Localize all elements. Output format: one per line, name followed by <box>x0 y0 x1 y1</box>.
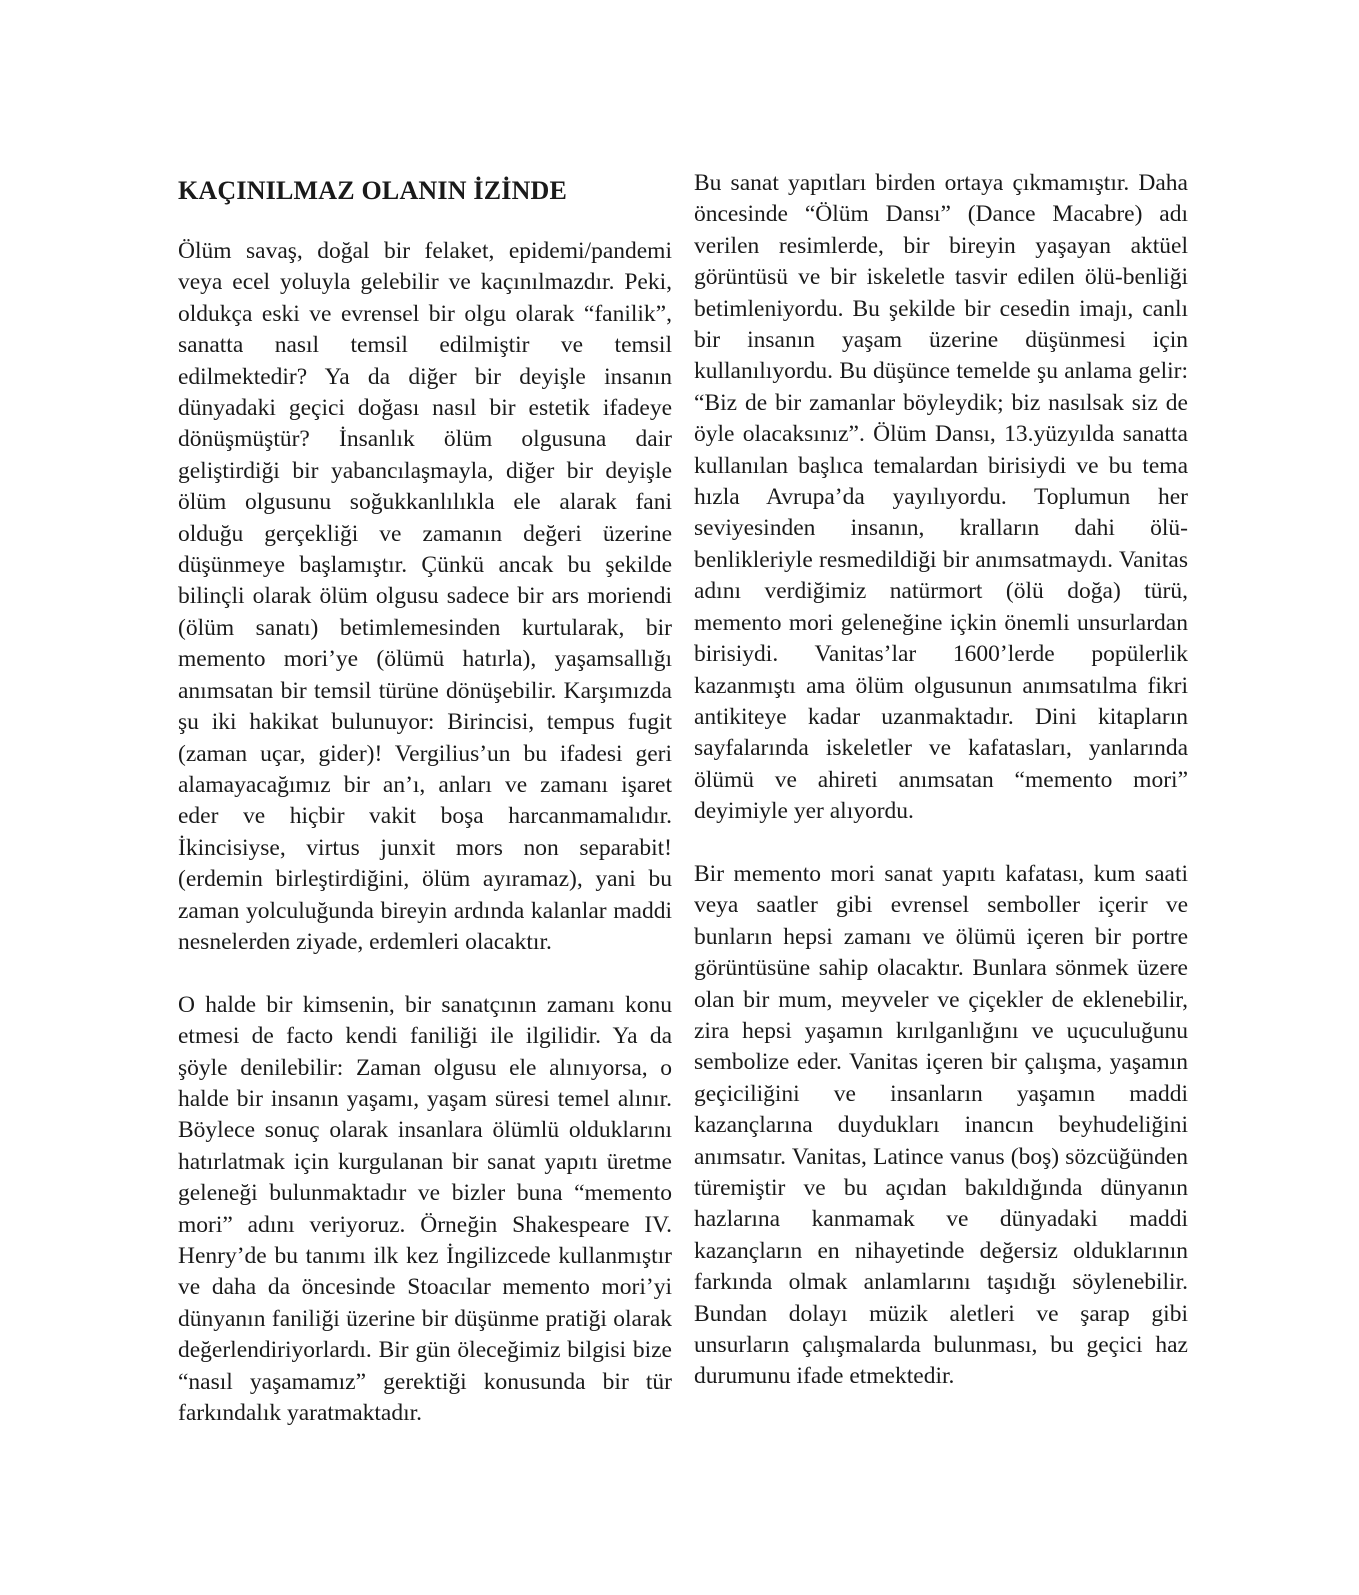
right-paragraph-1: Bu sanat yapıtları birden ortaya çıkmamıştır. Daha öncesinde “Ölüm Dansı” (Dance Macabre) adı verilen resimlerde, bir bireyin yaşayan aktüel görüntüsü ve bir iskeletle tasvir edilen ölü-benliği betimleniyordu. Bu şekilde bir cesedin imajı, canlı bir insanın yaşam üzerine düşünmesi için kullanılıyordu. Bu düşünce temelde şu anlama gelir: “Biz de bir zamanlar böyleydik; biz nasılsak siz de öyle olacaksınız”. Ölüm Dansı, 13.yüzyılda sanatta kullanılan başlıca temalardan birisiydi ve bu tema hızla Avrupa’da yayılıyordu. Toplumun her seviyesinden insanın, kralların dahi ölü-benlikleriyle resmedildiği bir anımsatmaydı. Vanitas adını verdiğimiz natürmort (ölü doğa) türü, memento mori geleneğine içkin önemli unsurlardan birisiydi. Vanitas’lar 1600’lerde popülerlik kazanmıştı ama ölüm olgusunun anımsatılma fikri antikiteye kadar uzanmaktadır. Dini kitapların sayfalarında iskeletler ve kafatasları, yanlarında ölümü ve ahireti anımsatan “memento mori” deyimiyle yer alıyordu. <box>694 170 1188 825</box>
article-title: KAÇINILMAZ OLANIN İZİNDE <box>178 176 568 205</box>
paragraph-spacer <box>178 958 672 989</box>
right-paragraph-2: Bir memento mori sanat yapıtı kafatası, kum saati veya saatler gibi evrensel semboller içerir ve bunların hepsi zamanı ve ölümü içeren bir portre görüntüsüne sahip olacaktır. Bunlara sönmek üzere olan bir mum, meyveler ve çiçekler de eklenebilir, zira hepsi yaşamın kırılganlığını ve uçuculuğunu sembolize eder. Vanitas içeren bir çalışma, yaşamın geçiciliğini ve insanların yaşamın maddi kazançlarına duydukları inancın beyhudeliğini anımsatır. Vanitas, Latince vanus (boş) sözcüğünden türemiştir ve bu açıdan bakıldığında dünyanın hazlarına kanmamak ve dünyadaki maddi kazançların en nihayetinde değersiz olduklarının farkında olmak anlamlarını taşıdığı söylenebilir. Bundan dolayı müzik aletleri ve şarap gibi unsurların çalışmalarda bulunması, bu geçici haz durumunu ifade etmektedir. <box>694 860 1188 1390</box>
left-paragraph-1: Ölüm savaş, doğal bir felaket, epidemi/pandemi veya ecel yoluyla gelebilir ve kaçınılmazdır. Peki, oldukça eski ve evrensel bir olgu olarak “fanilik”, sanatta nasıl temsil edilmiştir ve temsil edilmektedir? Ya da diğer bir deyişle insanın dünyadaki geçici doğası nasıl bir estetik ifadeye dönüşmüştür? İnsanlık ölüm olgusuna dair geliştirdiği bir yabancılaşmayla, diğer bir deyişle ölüm olgusunu soğukkanlılıkla ele alarak fani olduğu gerçekliği ve zamanın değeri üzerine düşünmeye başlamıştır. Çünkü ancak bu şekilde bilinçli olarak ölüm olgusu sadece bir ars moriendi (ölüm sanatı) betimlemesinden kurtularak, bir memento mori’ye (ölümü hatırla), yaşamsallığı anımsatan bir temsil türüne dönüşebilir. Karşımızda şu iki hakikat bulunuyor: Birincisi, tempus fugit (zaman uçar, gider)! Vergilius’un bu ifadesi geri alamayacağımız bir an’ı, anları ve zamanı işaret eder ve hiçbir vakit boşa harcanmamalıdır. İkincisiyse, virtus junxit mors non separabit! (erdemin birleştirdiğini, ölüm ayıramaz), yani bu zaman yolculuğunda bireyin ardında kalanlar maddi nesnelerden ziyade, erdemleri olacaktır. <box>178 238 672 955</box>
left-paragraph-2: O halde bir kimsenin, bir sanatçının zamanı konu etmesi de facto kendi faniliği ile ilgilidir. Ya da şöyle denilebilir: Zaman olgusu ele alınıyorsa, o halde bir insanın yaşamı, yaşam süresi temel alınır. Böylece sonuç olarak insanlara ölümlü olduklarını hatırlatmak için kurgulanan bir sanat yapıtı üretme geleneği bulunmaktadır ve bizler buna “memento mori” adını veriyoruz. Örneğin Shakespeare IV. Henry’de bu tanımı ilk kez İngilizcede kullanmıştır ve daha da öncesinde Stoacılar memento mori’yi dünyanın faniliği üzerine bir düşünme pratiği olarak değerlendiriyorlardı. Bir gün öleceğimiz bilgisi bize “nasıl yaşamamız” gerektiği konusunda bir tür farkındalık yaratmaktadır. <box>178 991 672 1427</box>
paragraph-spacer <box>694 828 1188 859</box>
right-column <box>694 168 1188 1393</box>
left-column <box>178 168 672 1429</box>
